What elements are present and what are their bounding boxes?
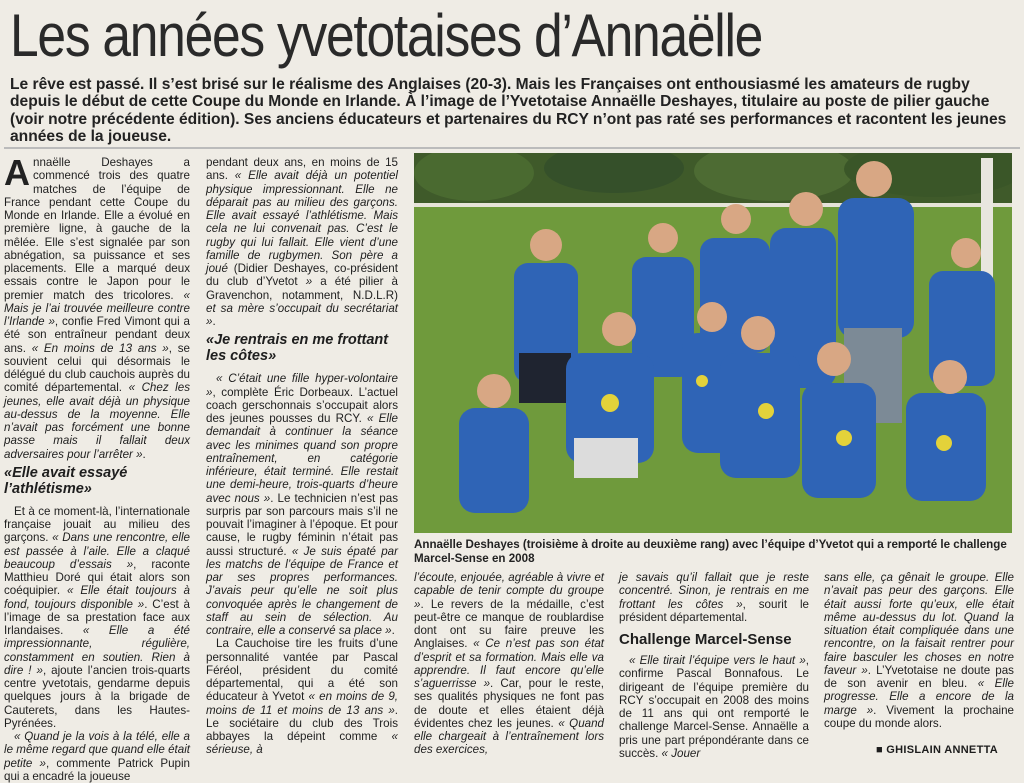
headline: Les années yvetotaises d’Annaëlle [10,2,763,69]
paragraph: je savais qu’il fallait que je reste concentré. Sinon, je rentrais en me frottant les côtes », sourit le président départemental. [619,571,809,624]
byline: ■ GHISLAIN ANNETTA [876,744,999,756]
lead-paragraph: Le rêve est passé. Il s’est brisé sur le réalisme des Anglaises (20-3). Mais les Françaises ont enthousiasmé les amateurs de rugby depuis le début de cette Coupe du Monde en Irlande. À l’image de l’Yvetotaise Annaëlle Deshayes, titulaire au poste de pilier gauche (voir notre précédente édition). Ses anciens éducateurs et partenaires du RCY n’ont pas raté ses performances et racontent les jeunes années de la joueuse. [10,76,1007,145]
paragraph: l’écoute, enjouée, agréable à vivre et capable de tenir compte du groupe ». Le revers de la médaille, c’est peut-être ce manque de roublardise dont ont su faire preuve les Anglaises. « Ce n’est pas son état d’esprit et sa formation. Mais elle va apprendre. Il faut encore qu’elle s’aguerrisse ». Car, pour le reste, ses qualités physiques ne font pas de doute et elles étaient déjà évidentes chez les jeunes. « Quand elle chargeait à l’entraînement lors des exercices, [414,571,604,757]
paragraph: La Cauchoise tire les fruits d’une personnalité vantée par Pascal Féréol, président du comité départemental, qui a été son éducateur à Yvetot « en moins de 9, moins de 11 et moins de 13 ans ». Le sociétaire du club des Trois abbayes la dépeint comme « sérieuse, à [206,637,398,757]
column-4 [619,571,809,760]
column-5 [824,571,1014,730]
paragraph: Annaëlle Deshayes a commencé trois des quatre matches de l’équipe de France pendant cette Coupe du Monde en Irlande. Elle a évolué en première ligne, à gauche de la mêlée. Elle s’est signalée par son abnégation, sa puissance et ses placements. Elle a marqué deux essais contre le Japon pour le premier match des tricolores. « Mais je l’ai trouvée meilleure contre l’Irlande », confie Fred Vimont qui a été son entraîneur pendant deux ans. « En moins de 13 ans », se souvient celui qui désormais le délégué du club cauchois auprès du comité départemental. « Chez les jeunes, elle avait déjà un physique au-dessus de la moyenne. Elle n’avait pas forcément une bonne passe mais il fallait deux adversaires pour l’arrêter ». [4,152,190,461]
paragraph: « Elle tirait l’équipe vers le haut », confirme Pascal Bonnafous. Le dirigeant de l’équipe première du RCY s’occupait en 2008 des moins de 11 ans qui ont remporté le challenge Marcel-Sense. Annaëlle a pris une part prépondérante dans ce succès. « Jouer [619,654,809,760]
photo-caption: Annaëlle Deshayes (troisième à droite au deuxième rang) avec l’équipe d’Yvetot qui a remporté le challenge Marcel-Sense en 2008 [414,538,1007,565]
team-photo [414,153,1012,533]
column-3 [414,571,604,757]
divider [4,147,1020,149]
drop-cap: A [4,152,30,193]
paragraph: « C’était une fille hyper-volontaire », complète Éric Dorbeaux. L’actuel coach gerschonnais s’occupait alors des jeunes pousses du RCY. « Elle demandait à continuer la séance avec les minimes quand son propre entraînement, en catégorie inférieure, était terminé. Elle restait une demi-heure, trois-quarts d’heure avec nous ». Le technicien n’est pas surpris par son parcours mais s’il ne pouvait l’imaginer à l’époque. Et pour cause, le rugby féminin n’était pas aussi structuré. « Je suis épaté par les matchs de l’équipe de France et par ses propres performances. J’avais peur qu’elle ne soit plus convoquée après le changement de staff au sein de sélection. Au contraire, elle a conservé sa place ». [206,372,398,637]
paragraph: Et à ce moment-là, l’internationale française jouait au milieu des garçons. « Dans une rencontre, elle est passée à l’aile. Elle a claqué beaucoup d’essais », raconte Matthieu Doré qui était alors son coéquipier. « Elle était toujours à fond, toujours disponible ». C’est à l’image de sa prestation face aux Irlandaises. « Elle a été impressionnante, régulière, constamment en soutien. Rien à dire ! », ajoute l’ancien trois-quarts centre yvetotais, gendarme depuis quelques jours à la brigade de Cauterets, dans les Hautes-Pyrénées. [4,504,191,730]
column-1 [4,152,191,783]
team-photo-illustration [414,153,1012,533]
paragraph: « Quand je la vois à la télé, elle a le même regard que quand elle était petite », commente Patrick Pupin qui a encadré la joueuse [4,730,190,783]
paragraph: pendant deux ans, en moins de 15 ans. « Elle avait déjà un potentiel physique impressionnant. Elle ne déparait pas au milieu des garçons. Elle avait essayé l’athlétisme. Mais cela ne lui convenait pas. C’est le rugby qui lui fallait. Elle vient d’une famille de rugbymen. Son père a joué (Didier Deshayes, co-président du club d’Yvetot » a été pilier à Gravenchon, notamment, N.D.L.R) et sa mère s’occupait du secrétariat ». [206,156,398,328]
subheading: Challenge Marcel-Sense [619,631,792,648]
subheading: «Je rentrais en me frottant les côtes» [206,332,389,365]
column-2 [206,156,398,757]
paragraph: sans elle, ça gênait le groupe. Elle n’avait pas peur des garçons. Elle était aussi forte qu’eux, elle était même au-dessus du lot. Quand la situation était compliquée dans une rencontre, on la faisait rentrer pour faire basculer les choses en notre faveur ». L’Yvetotaise ne doute pas de son avenir en bleu. « Elle progresse. Elle a encore de la marge ». Vivement la prochaine coupe du monde alors. [824,571,1015,730]
subheading: «Elle avait essayé l’athlétisme» [4,464,128,497]
